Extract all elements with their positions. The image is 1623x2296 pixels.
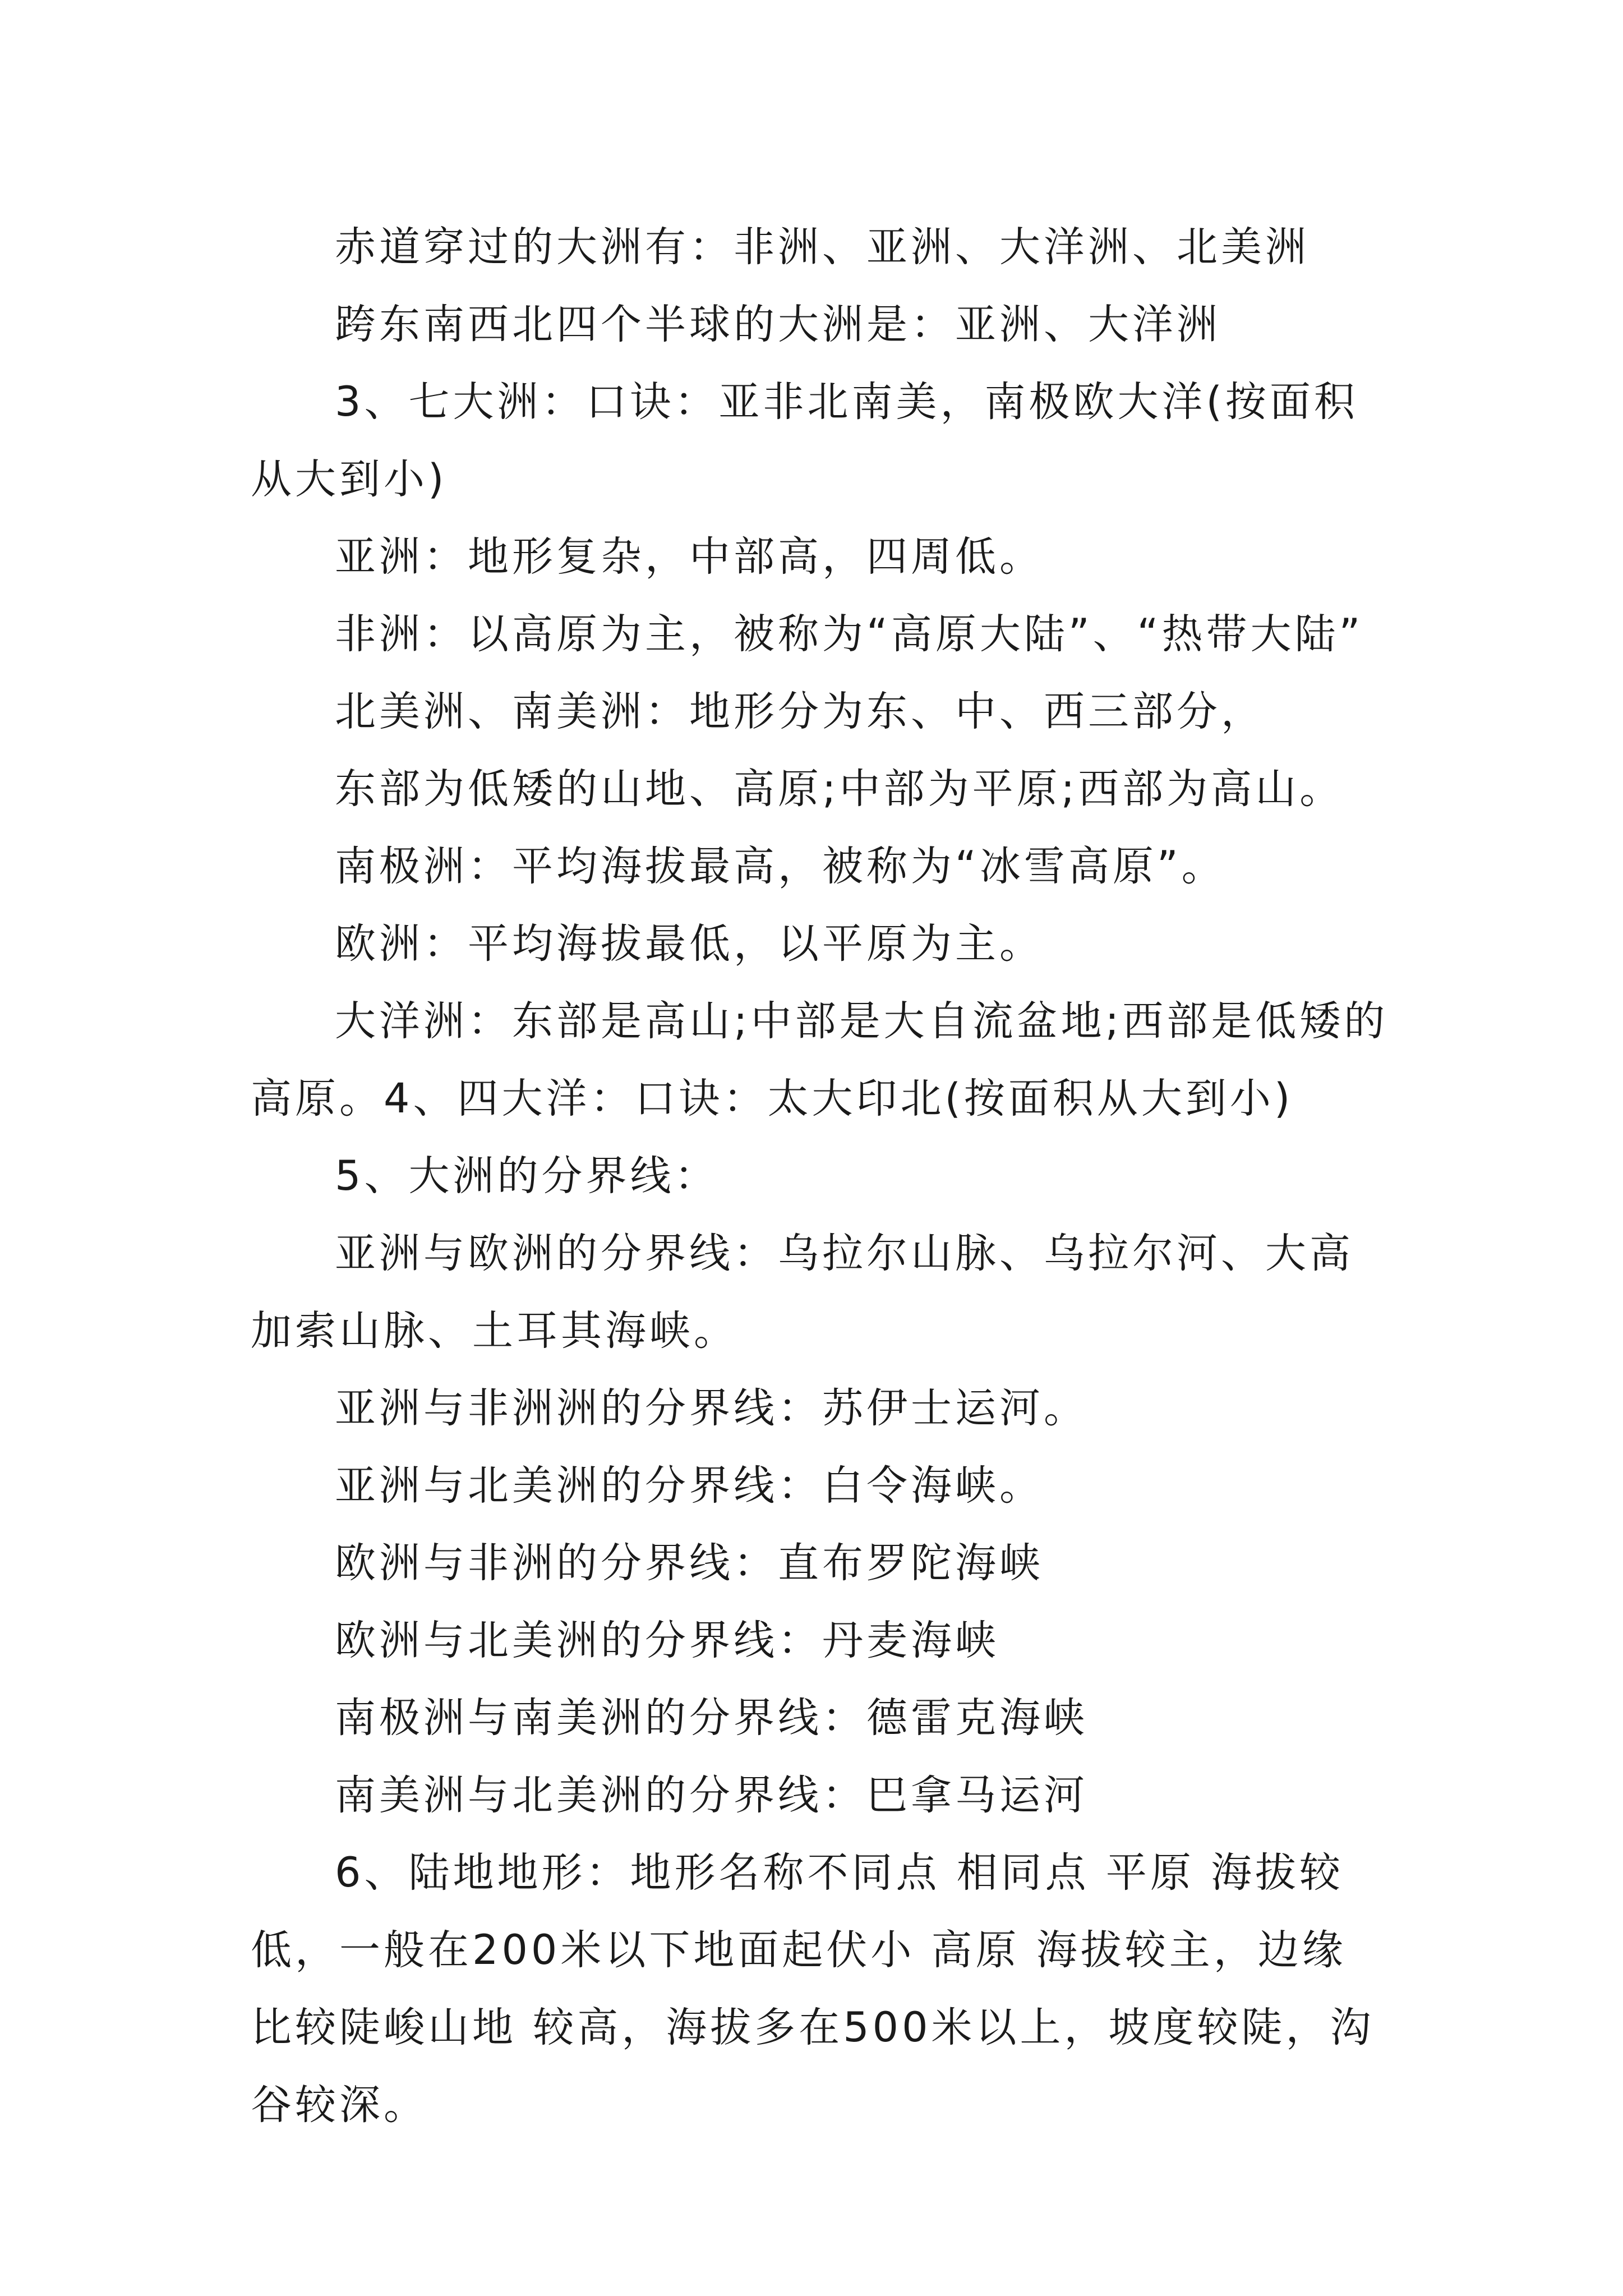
paragraph-europe: 欧洲：平均海拔最低，以平原为主。: [335, 920, 1044, 968]
paragraph-boundary-europe-africa: 欧洲与非洲的分界线：直布罗陀海峡: [335, 1539, 1044, 1587]
paragraph-africa: 非洲：以高原为主，被称为“高原大陆”、“热带大陆”: [335, 610, 1364, 658]
paragraph-americas: 北美洲、南美洲：地形分为东、中、西三部分，: [335, 688, 1265, 735]
paragraph-asia: 亚洲：地形复杂，中部高，四周低。: [335, 533, 1044, 581]
paragraph-seven-continents: 3、七大洲：口诀：亚非北南美，南极欧大洋(按面积从大到小): [251, 378, 1358, 503]
paragraph-boundary-south-north-america: 南美洲与北美洲的分界线：巴拿马运河: [335, 1772, 1088, 1819]
paragraph-boundary-asia-north-america: 亚洲与北美洲的分界线：白令海峡。: [335, 1462, 1044, 1510]
document-body: [251, 209, 1389, 2144]
paragraph-boundary-asia-europe: 亚洲与欧洲的分界线：乌拉尔山脉、乌拉尔河、大高加索山脉、土耳其海峡。: [251, 1230, 1354, 1355]
paragraph-americas-terrain: 东部为低矮的山地、高原;中部为平原;西部为高山。: [335, 765, 1344, 813]
paragraph-boundary-antarctica-south-america: 南极洲与南美洲的分界线：德雷克海峡: [335, 1694, 1088, 1742]
paragraph-oceania-oceans: 大洋洲：东部是高山;中部是大自流盆地;西部是低矮的高原。4、四大洋：口诀：太大印北(按面积从大到小): [251, 997, 1389, 1122]
paragraph-equator-continents: 赤道穿过的大洲有：非洲、亚洲、大洋洲、北美洲: [335, 223, 1310, 271]
paragraph-four-hemispheres: 跨东南西北四个半球的大洲是：亚洲、大洋洲: [335, 301, 1221, 348]
paragraph-boundary-asia-africa: 亚洲与非洲洲的分界线：苏伊士运河。: [335, 1384, 1088, 1432]
paragraph-boundaries-heading: 5、大洲的分界线：: [335, 1152, 719, 1200]
paragraph-antarctica: 南极洲：平均海拔最高，被称为“冰雪高原”。: [335, 843, 1226, 890]
paragraph-land-terrain: 6、陆地地形：地形名称不同点 相同点 平原 海拔较低，一般在200米以下地面起伏小 高原 海拔较主，边缘比较陡峻山地 较高，海拔多在500米以上，坡度较陡，沟谷较深。: [251, 1849, 1375, 2129]
paragraph-boundary-europe-north-america: 欧洲与北美洲的分界线：丹麦海峡: [335, 1617, 999, 1664]
